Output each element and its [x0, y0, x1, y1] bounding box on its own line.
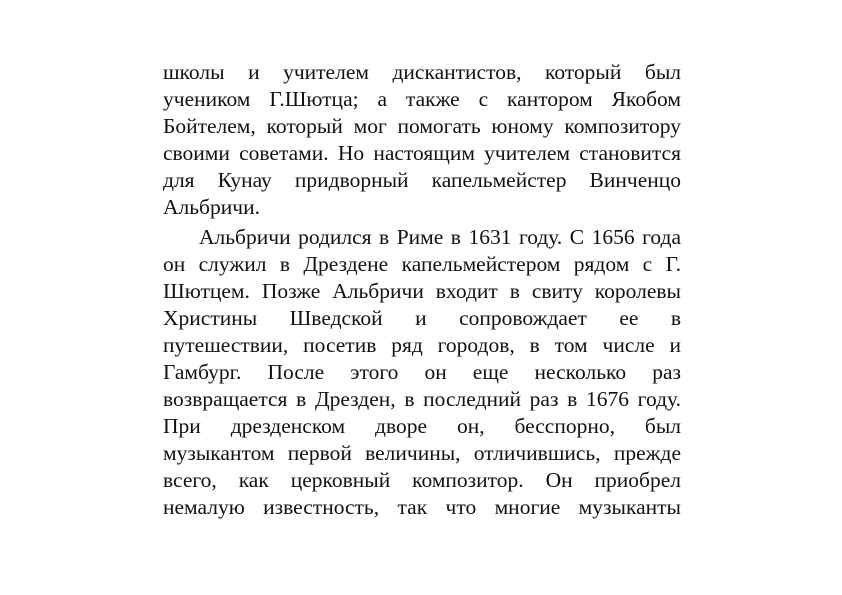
paragraph-1-line-6: Альбричи.	[163, 195, 260, 219]
paragraph-2-line-10: всего, как церковный композитор. Он приобрел	[163, 468, 681, 492]
paragraph-2-line-4: Христины Шведской и сопровождает ее в	[163, 306, 681, 330]
paragraph-2-line-5: путешествии, посетив ряд городов, в том числе и	[163, 333, 681, 357]
paragraph-2-line-11: немалую известность, так что многие музыканты	[163, 495, 681, 519]
paragraph-2-line-1: Альбричи родился в Риме в 1631 году. С 1656 года	[199, 225, 681, 249]
paragraph-1-line-5: для Кунау придворный капельмейстер Винченцо	[163, 168, 681, 192]
paragraph-2-line-3: Шютцем. Позже Альбричи входит в свиту королевы	[163, 279, 681, 303]
paragraph-1-line-3: Бойтелем, который мог помогать юному композитору	[163, 114, 681, 138]
paragraph-2-line-2: он служил в Дрездене капельмейстером рядом с Г.	[163, 252, 681, 276]
paragraph-1-line-1: школы и учителем дискантистов, который был	[163, 60, 681, 84]
paragraph-2-line-8: При дрезденском дворе он, бесспорно, был	[163, 414, 681, 438]
paragraph-2-line-9: музыкантом первой величины, отличившись, прежде	[163, 441, 681, 465]
paragraph-2-line-6: Гамбург. После этого он еще несколько раз	[163, 360, 681, 384]
paragraph-2-line-7: возвращается в Дрезден, в последний раз в 1676 году.	[163, 387, 681, 411]
paragraph-1-line-4: своими советами. Но настоящим учителем становится	[163, 141, 681, 165]
paragraph-1-line-2: учеником Г.Шютца; а также с кантором Якобом	[163, 87, 681, 111]
